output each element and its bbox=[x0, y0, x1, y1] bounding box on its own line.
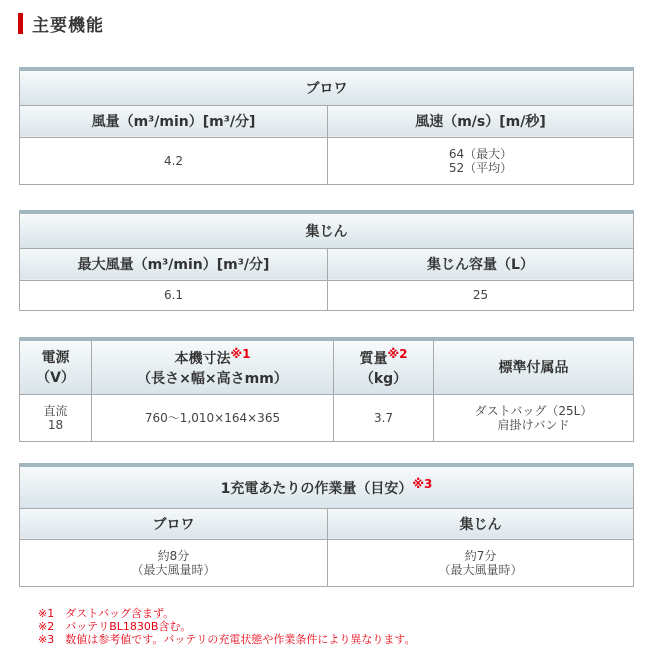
mass-header bbox=[334, 339, 434, 394]
power-voltage: 18 bbox=[47, 417, 64, 432]
airflow-header: 風量（m³/min）[m³/分] bbox=[20, 105, 328, 137]
power-header-unit: （V） bbox=[36, 370, 75, 387]
workload-caption-label: 1充電あたりの作業量（目安） bbox=[220, 480, 413, 497]
dimensions-header-unit: （長さ×幅×高さmm） bbox=[137, 370, 288, 387]
workload-dust-value bbox=[328, 539, 634, 586]
dimensions-value: 760～1,010×164×365 bbox=[92, 394, 334, 441]
power-type: 直流 bbox=[43, 403, 68, 418]
workload-blower-value bbox=[20, 539, 328, 586]
dust-capacity-header: 集じん容量（L） bbox=[328, 248, 634, 280]
accessories-value bbox=[434, 394, 634, 441]
footnote-3: ※3 数値は参考値です。バッテリの充電状態や作業条件により異なります。 bbox=[38, 633, 416, 646]
accessory-dust-bag: ダストバッグ（25L） bbox=[474, 403, 593, 418]
workload-blower-condition: （最大風量時） bbox=[131, 562, 216, 577]
workload-table bbox=[19, 463, 634, 587]
page-title: 主要機能 bbox=[32, 15, 104, 36]
mass-header-label: 質量 bbox=[359, 350, 388, 367]
workload-dust-time: 約7分 bbox=[464, 548, 497, 563]
heading-accent-bar bbox=[18, 13, 23, 34]
workload-blower-time: 約8分 bbox=[157, 548, 190, 563]
section-heading bbox=[18, 12, 104, 34]
note-mark-3: ※3 bbox=[412, 476, 433, 491]
workload-dust-condition: （最大風量時） bbox=[438, 562, 523, 577]
dust-capacity-value: 25 bbox=[328, 280, 634, 310]
accessory-shoulder-strap: 肩掛けバンド bbox=[497, 417, 570, 432]
accessories-header: 標準付属品 bbox=[434, 339, 634, 394]
mass-header-unit: （kg） bbox=[359, 370, 408, 387]
workload-blower-header: ブロワ bbox=[20, 508, 328, 539]
airspeed-max: 64（最大） bbox=[448, 146, 513, 161]
airspeed-header: 風速（m/s）[m/秒] bbox=[328, 105, 634, 137]
power-header-label: 電源 bbox=[41, 350, 70, 367]
footnotes bbox=[38, 607, 415, 646]
airspeed-avg: 52（平均） bbox=[448, 160, 513, 175]
blower-caption: ブロワ bbox=[20, 69, 634, 105]
power-header bbox=[20, 339, 92, 394]
dust-caption: 集じん bbox=[20, 212, 634, 248]
note-mark-2: ※2 bbox=[387, 346, 408, 361]
dimensions-header-label: 本機寸法 bbox=[174, 350, 231, 367]
max-airflow-value: 6.1 bbox=[20, 280, 328, 310]
power-value bbox=[20, 394, 92, 441]
airflow-value: 4.2 bbox=[20, 137, 328, 184]
blower-table bbox=[19, 67, 634, 185]
footnote-1: ※1 ダストバッグ含まず。 bbox=[38, 607, 175, 620]
specs-table bbox=[19, 337, 634, 442]
dimensions-header bbox=[92, 339, 334, 394]
workload-caption bbox=[20, 465, 634, 508]
footnote-2: ※2 バッテリBL1830B含む。 bbox=[38, 620, 192, 633]
mass-value: 3.7 bbox=[334, 394, 434, 441]
note-mark-1: ※1 bbox=[230, 346, 251, 361]
workload-dust-header: 集じん bbox=[328, 508, 634, 539]
max-airflow-header: 最大風量（m³/min）[m³/分] bbox=[20, 248, 328, 280]
airspeed-value bbox=[328, 137, 634, 184]
dust-table bbox=[19, 210, 634, 311]
